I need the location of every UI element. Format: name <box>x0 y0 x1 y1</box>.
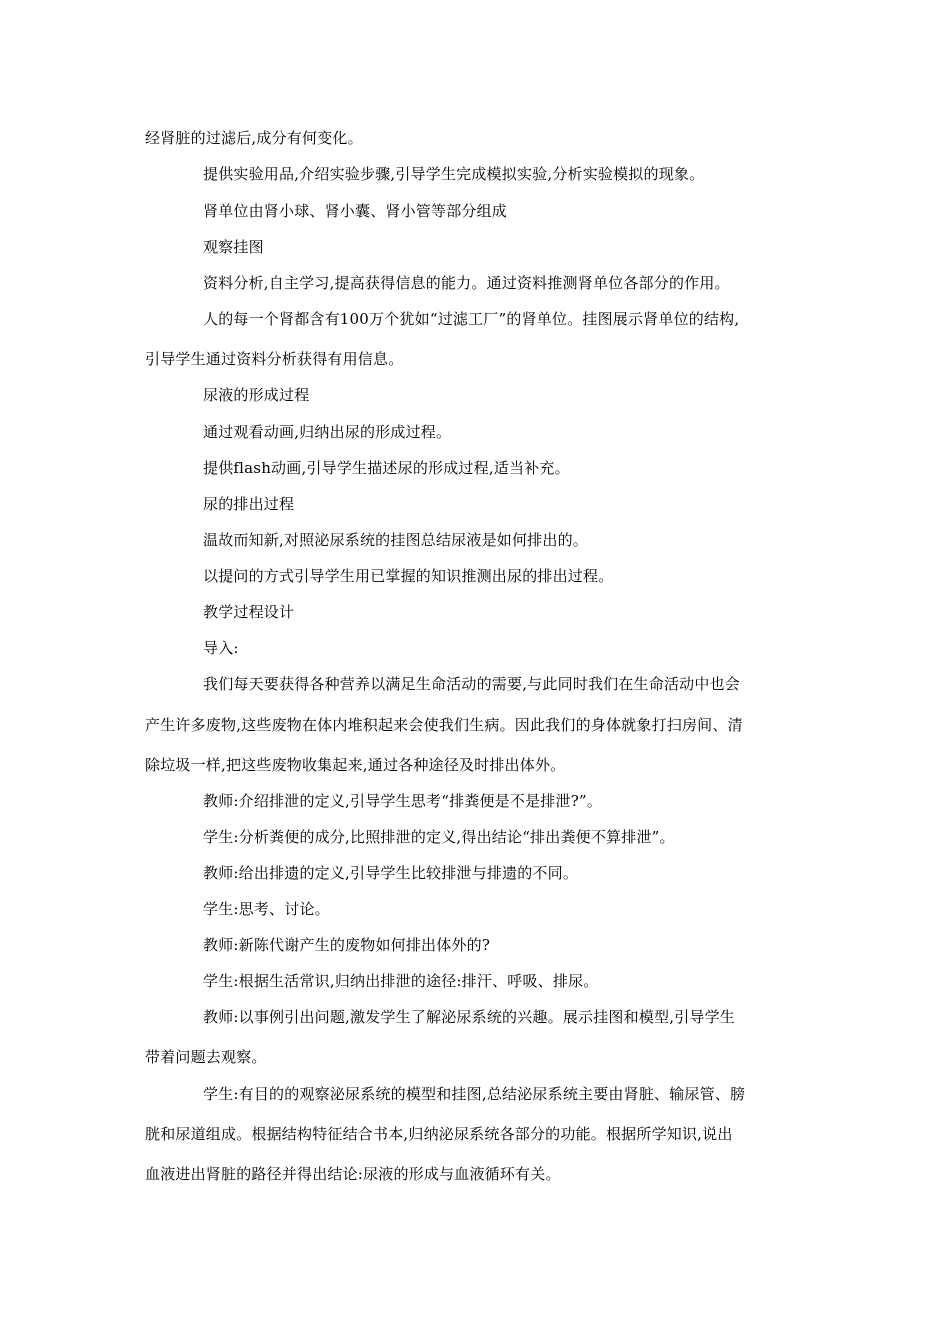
heading-line: 导入: <box>203 639 239 657</box>
dialogue-line: 学生:有目的的观察泌尿系统的模型和挂图,总结泌尿系统主要由肾脏、输尿管、膀 <box>203 1085 746 1103</box>
paragraph-line: 温故而知新,对照泌尿系统的挂图总结尿液是如何排出的。 <box>203 531 588 549</box>
heading-line: 观察挂图 <box>203 238 264 256</box>
dialogue-line: 学生:思考、讨论。 <box>203 900 330 918</box>
paragraph-line: 肾单位由肾小球、肾小囊、肾小管等部分组成 <box>203 202 508 220</box>
dialogue-line: 胱和尿道组成。根据结构特征结合书本,归纳泌尿系统各部分的功能。根据所学知识,说出 <box>145 1125 733 1143</box>
dialogue-line: 教师:以事例引出问题,激发学生了解泌尿系统的兴趣。展示挂图和模型,引导学生 <box>203 1008 735 1026</box>
heading-line: 教学过程设计 <box>203 603 295 621</box>
paragraph-line: 提供实验用品,介绍实验步骤,引导学生完成模拟实验,分析实验模拟的现象。 <box>203 165 705 183</box>
dialogue-line: 教师:给出排遗的定义,引导学生比较排泄与排遗的不同。 <box>203 864 579 882</box>
heading-line: 尿液的形成过程 <box>203 386 310 404</box>
dialogue-line: 教师:新陈代谢产生的废物如何排出体外的? <box>203 936 491 954</box>
dialogue-line: 学生:分析粪便的成分,比照排泄的定义,得出结论“排出粪便不算排泄”。 <box>203 828 675 846</box>
heading-line: 尿的排出过程 <box>203 495 295 513</box>
paragraph-line: 产生许多废物,这些废物在体内堆积起来会使我们生病。因此我们的身体就象打扫房间、清 <box>145 716 743 734</box>
paragraph-line: 除垃圾一样,把这些废物收集起来,通过各种途径及时排出体外。 <box>145 756 566 774</box>
paragraph-line: 我们每天要获得各种营养以满足生命活动的需要,与此同时我们在生命活动中也会 <box>203 675 740 693</box>
paragraph-line: 通过观看动画,归纳出尿的形成过程。 <box>203 423 452 441</box>
paragraph-line: 提供flash动画,引导学生描述尿的形成过程,适当补充。 <box>203 459 570 477</box>
dialogue-line: 血液进出肾脏的路径并得出结论:尿液的形成与血液循环有关。 <box>145 1165 561 1183</box>
paragraph-line: 资料分析,自主学习,提高获得信息的能力。通过资料推测肾单位各部分的作用。 <box>203 274 730 292</box>
dialogue-line: 学生:根据生活常识,归纳出排泄的途径:排汗、呼吸、排尿。 <box>203 972 599 990</box>
dialogue-line: 带着问题去观察。 <box>145 1048 267 1066</box>
paragraph-line: 引导学生通过资料分析获得有用信息。 <box>145 350 404 368</box>
paragraph-line: 经肾脏的过滤后,成分有何变化。 <box>145 129 363 147</box>
paragraph-line: 人的每一个肾都含有100万个犹如“过滤工厂”的肾单位。挂图展示肾单位的结构, <box>203 310 740 328</box>
dialogue-line: 教师:介绍排泄的定义,引导学生思考“排粪便是不是排泄?”。 <box>203 792 603 810</box>
paragraph-line: 以提问的方式引导学生用已掌握的知识推测出尿的排出过程。 <box>203 567 614 585</box>
